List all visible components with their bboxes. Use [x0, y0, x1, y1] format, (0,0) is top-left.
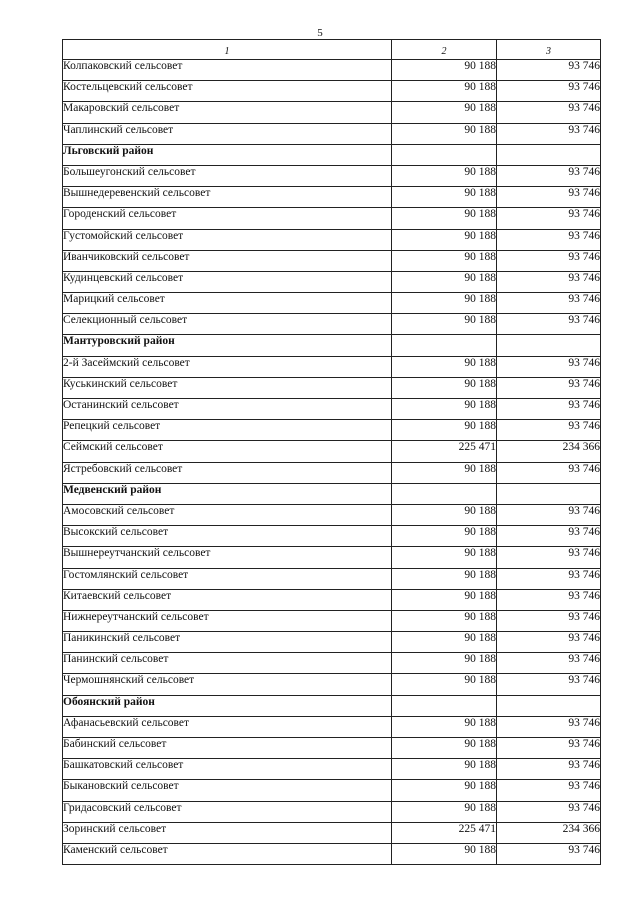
- row-name-cell: Селекционный сельсовет: [63, 314, 392, 335]
- row-value-col2: 90 188: [392, 526, 497, 547]
- row-value-col2: 90 188: [392, 504, 497, 525]
- table-row: [63, 420, 601, 441]
- row-value-col2: 90 188: [392, 843, 497, 864]
- row-value-col2: [392, 335, 497, 356]
- table-row: [63, 547, 601, 568]
- allocation-table: [62, 39, 601, 865]
- table-row: [63, 759, 601, 780]
- row-value-col3: 93 746: [497, 632, 601, 653]
- row-name-cell: Мантуровский район: [63, 335, 392, 356]
- row-value-col3: 93 746: [497, 674, 601, 695]
- row-value-col3: 93 746: [497, 547, 601, 568]
- row-value-col3: 93 746: [497, 462, 601, 483]
- table-row: [63, 187, 601, 208]
- table-row: [63, 271, 601, 292]
- table-row: [63, 780, 601, 801]
- row-value-col3: 93 746: [497, 589, 601, 610]
- column-header-3: 3: [497, 40, 601, 60]
- table-row: [63, 123, 601, 144]
- row-value-col3: 93 746: [497, 250, 601, 271]
- row-value-col3: [497, 144, 601, 165]
- row-name-cell: Башкатовский сельсовет: [63, 759, 392, 780]
- row-name-cell: 2-й Засеймский сельсовет: [63, 356, 392, 377]
- table-row: [63, 377, 601, 398]
- table-row: [63, 314, 601, 335]
- row-value-col3: 93 746: [497, 60, 601, 81]
- row-value-col2: 90 188: [392, 462, 497, 483]
- row-value-col2: [392, 695, 497, 716]
- row-value-col3: 93 746: [497, 399, 601, 420]
- row-value-col3: [497, 695, 601, 716]
- row-name-cell: Куськинский сельсовет: [63, 377, 392, 398]
- row-value-col3: 93 746: [497, 81, 601, 102]
- page-number: 5: [317, 27, 323, 39]
- row-name-cell: Высокский сельсовет: [63, 526, 392, 547]
- row-name-cell: Обоянский район: [63, 695, 392, 716]
- row-value-col2: 90 188: [392, 653, 497, 674]
- row-value-col2: 90 188: [392, 123, 497, 144]
- row-name-cell: Быкановский сельсовет: [63, 780, 392, 801]
- row-name-cell: Медвенский район: [63, 483, 392, 504]
- row-value-col3: 93 746: [497, 653, 601, 674]
- row-value-col3: 93 746: [497, 420, 601, 441]
- table-row: [63, 441, 601, 462]
- table-row: [63, 229, 601, 250]
- row-name-cell: Китаевский сельсовет: [63, 589, 392, 610]
- row-name-cell: Чаплинский сельсовет: [63, 123, 392, 144]
- row-value-col3: 93 746: [497, 377, 601, 398]
- row-value-col2: 90 188: [392, 187, 497, 208]
- row-value-col3: 93 746: [497, 314, 601, 335]
- row-value-col2: [392, 483, 497, 504]
- row-name-cell: Панинский сельсовет: [63, 653, 392, 674]
- row-value-col2: 90 188: [392, 208, 497, 229]
- table-row: [63, 208, 601, 229]
- row-name-cell: Афанасьевский сельсовет: [63, 716, 392, 737]
- row-value-col2: 90 188: [392, 356, 497, 377]
- row-value-col2: 90 188: [392, 589, 497, 610]
- district-heading-row: [63, 483, 601, 504]
- row-value-col2: 90 188: [392, 801, 497, 822]
- row-value-col3: 93 746: [497, 759, 601, 780]
- table-row: [63, 526, 601, 547]
- row-value-col2: 90 188: [392, 314, 497, 335]
- row-name-cell: Гридасовский сельсовет: [63, 801, 392, 822]
- row-value-col2: 90 188: [392, 716, 497, 737]
- row-value-col3: 93 746: [497, 165, 601, 186]
- row-name-cell: Большеугонский сельсовет: [63, 165, 392, 186]
- table-row: [63, 399, 601, 420]
- row-name-cell: Амосовский сельсовет: [63, 504, 392, 525]
- table-body: [63, 40, 601, 865]
- row-value-col3: 93 746: [497, 271, 601, 292]
- row-name-cell: Гостомлянский сельсовет: [63, 568, 392, 589]
- row-name-cell: Бабинский сельсовет: [63, 738, 392, 759]
- table-row: [63, 610, 601, 631]
- table-row: [63, 653, 601, 674]
- row-value-col3: 93 746: [497, 526, 601, 547]
- table-row: [63, 81, 601, 102]
- row-value-col3: 93 746: [497, 801, 601, 822]
- row-value-col3: 93 746: [497, 504, 601, 525]
- row-value-col2: 225 471: [392, 822, 497, 843]
- table-row: [63, 716, 601, 737]
- row-value-col2: 90 188: [392, 60, 497, 81]
- row-value-col3: 93 746: [497, 610, 601, 631]
- table-row: [63, 504, 601, 525]
- row-value-col3: 93 746: [497, 568, 601, 589]
- row-value-col3: 93 746: [497, 208, 601, 229]
- row-value-col3: 93 746: [497, 716, 601, 737]
- table-row: [63, 568, 601, 589]
- row-value-col2: 90 188: [392, 81, 497, 102]
- row-value-col2: 90 188: [392, 229, 497, 250]
- row-name-cell: Ястребовский сельсовет: [63, 462, 392, 483]
- row-value-col2: 90 188: [392, 271, 497, 292]
- column-header-1: 1: [63, 40, 392, 60]
- table-row: [63, 674, 601, 695]
- row-name-cell: Костельцевский сельсовет: [63, 81, 392, 102]
- row-name-cell: Чермошнянский сельсовет: [63, 674, 392, 695]
- table-row: [63, 60, 601, 81]
- row-name-cell: Вышнедеревенский сельсовет: [63, 187, 392, 208]
- row-name-cell: Густомойский сельсовет: [63, 229, 392, 250]
- table-row: [63, 250, 601, 271]
- row-name-cell: Каменский сельсовет: [63, 843, 392, 864]
- row-name-cell: Нижнереутчанский сельсовет: [63, 610, 392, 631]
- row-value-col2: 90 188: [392, 293, 497, 314]
- row-name-cell: Вышнереутчанский сельсовет: [63, 547, 392, 568]
- table-row: [63, 632, 601, 653]
- row-value-col3: 93 746: [497, 102, 601, 123]
- row-value-col3: 93 746: [497, 123, 601, 144]
- row-value-col2: 90 188: [392, 780, 497, 801]
- row-value-col2: 90 188: [392, 165, 497, 186]
- table-row: [63, 738, 601, 759]
- row-value-col3: 234 366: [497, 822, 601, 843]
- row-name-cell: Сеймский сельсовет: [63, 441, 392, 462]
- row-name-cell: Городенский сельсовет: [63, 208, 392, 229]
- row-value-col3: 93 746: [497, 187, 601, 208]
- row-name-cell: Иванчиковский сельсовет: [63, 250, 392, 271]
- row-value-col3: 93 746: [497, 293, 601, 314]
- row-value-col2: 90 188: [392, 674, 497, 695]
- table-row: [63, 801, 601, 822]
- row-name-cell: Колпаковский сельсовет: [63, 60, 392, 81]
- table-header-row: [63, 40, 601, 60]
- row-name-cell: Зоринский сельсовет: [63, 822, 392, 843]
- row-value-col2: 225 471: [392, 441, 497, 462]
- row-value-col2: 90 188: [392, 738, 497, 759]
- table-row: [63, 356, 601, 377]
- row-value-col2: 90 188: [392, 547, 497, 568]
- table-row: [63, 843, 601, 864]
- row-value-col2: 90 188: [392, 632, 497, 653]
- row-value-col2: 90 188: [392, 250, 497, 271]
- row-value-col3: 93 746: [497, 738, 601, 759]
- table-row: [63, 102, 601, 123]
- row-value-col3: 93 746: [497, 780, 601, 801]
- row-name-cell: Кудинцевский сельсовет: [63, 271, 392, 292]
- district-heading-row: [63, 144, 601, 165]
- table-row: [63, 165, 601, 186]
- table-row: [63, 462, 601, 483]
- row-name-cell: Марицкий сельсовет: [63, 293, 392, 314]
- row-value-col3: 93 746: [497, 356, 601, 377]
- row-value-col2: [392, 144, 497, 165]
- table-row: [63, 822, 601, 843]
- table-row: [63, 589, 601, 610]
- row-value-col2: 90 188: [392, 759, 497, 780]
- row-name-cell: Репецкий сельсовет: [63, 420, 392, 441]
- row-name-cell: Останинский сельсовет: [63, 399, 392, 420]
- row-value-col2: 90 188: [392, 610, 497, 631]
- column-header-2: 2: [392, 40, 497, 60]
- row-value-col3: 234 366: [497, 441, 601, 462]
- district-heading-row: [63, 335, 601, 356]
- table-row: [63, 293, 601, 314]
- district-heading-row: [63, 695, 601, 716]
- row-value-col2: 90 188: [392, 102, 497, 123]
- row-name-cell: Макаровский сельсовет: [63, 102, 392, 123]
- row-value-col2: 90 188: [392, 568, 497, 589]
- row-value-col3: [497, 483, 601, 504]
- row-name-cell: Паникинский сельсовет: [63, 632, 392, 653]
- row-value-col2: 90 188: [392, 399, 497, 420]
- row-value-col3: [497, 335, 601, 356]
- row-value-col2: 90 188: [392, 377, 497, 398]
- row-value-col3: 93 746: [497, 229, 601, 250]
- row-value-col2: 90 188: [392, 420, 497, 441]
- row-value-col3: 93 746: [497, 843, 601, 864]
- row-name-cell: Льговский район: [63, 144, 392, 165]
